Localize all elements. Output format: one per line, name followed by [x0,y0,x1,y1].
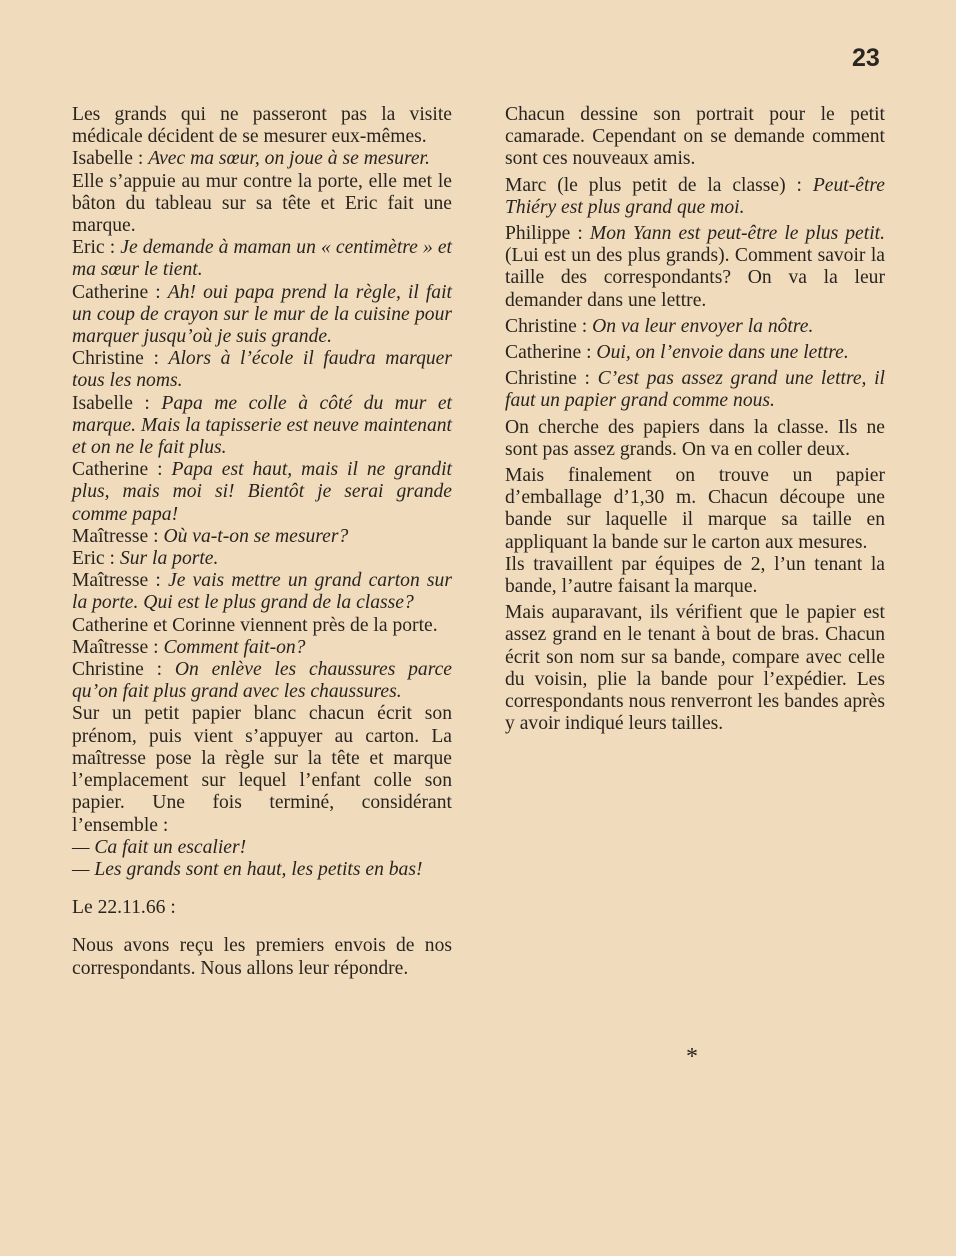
dialogue-line [505,223,885,312]
section-separator: * [686,1044,698,1070]
dialogue-line [72,570,452,614]
paragraph-continuation: (Lui est un des plus grands). Comment savoir la taille des correspondants? On va la leur demander dans une lettre. [505,245,885,311]
speech-text: On va leur envoyer la nôtre. [592,315,814,337]
speaker-name: Maîtresse : [72,570,161,592]
speaker-name: Eric : [72,548,115,570]
dialogue-line [72,659,452,703]
speech-text: Avec ma sœur, on joue à se mesurer. [148,148,430,170]
speech-text: Alors à l’école il faudra marquer tous les noms. [72,348,452,392]
speech-text: Comment fait-on? [163,636,306,658]
speech-text: Peut-être Thiéry est plus grand que moi. [505,174,885,218]
page-number: 23 [852,44,880,72]
paragraph: Sur un petit papier blanc chacun écrit son prénom, puis vient s’appuyer au carton. La maîtresse pose la règle sur la tête et marque l’emplacement sur lequel l’enfant colle son papier. Une fois terminé, considérant l’ensemble : [72,703,452,836]
speech-text: Oui, on l’envoie dans une lettre. [596,342,849,364]
dialogue-line [72,282,452,349]
dialogue-line [72,548,452,570]
paragraph: Catherine et Corinne viennent près de la porte. [72,614,438,636]
paragraph: On cherche des papiers dans la classe. Ils ne sont pas assez grands. On va en coller deux. [505,416,885,460]
speaker-name: Marc (le plus petit de la classe) : [505,174,802,196]
paragraph: Nous avons reçu les premiers envois de nos correspondants. Nous allons leur répondre. [72,935,452,979]
date-heading: Le 22.11.66 : [72,897,176,919]
speaker-name: Christine : [72,348,159,370]
paragraph: Mais auparavant, ils vérifient que le papier est assez grand en le tenant à bout de bras. Chacun écrit son nom sur sa bande, compare avec celle du voisin, plie la bande pour l’expédier. Les correspondants nous renverront les bandes après y avoir indiqué leurs tailles. [505,602,885,735]
dialogue-line [72,237,452,281]
exclamation-line: — Ca fait un escalier! [72,836,247,858]
speech-text: Je demande à maman un « centimètre » et ma sœur le tient. [72,237,452,281]
speaker-name: Catherine : [72,281,161,303]
dialogue-line [505,342,885,364]
speech-text: Mon Yann est peut-être le plus petit. [589,223,885,245]
speaker-name: Maîtresse : [72,525,159,547]
speaker-name: Maîtresse : [72,636,159,658]
speech-text: C’est pas assez grand une lettre, il faut un papier grand comme nous. [505,368,885,412]
speech-text: Où va-t-on se mesurer? [163,525,349,547]
dialogue-line [72,637,452,659]
speech-text: On enlève les chaussures parce qu’on fait plus grand avec les chaussures. [72,659,452,703]
paragraph: Ils travaillent par équipes de 2, l’un tenant la bande, l’autre faisant la marque. [505,553,885,598]
dialogue-line [72,459,452,526]
speech-text: Ah! oui papa prend la règle, il fait un coup de crayon sur le mur de la cuisine pour marquer jusqu’où je suis grande. [72,281,452,348]
paragraph: Mais finalement on trouve un papier d’emballage d’1,30 m. Chacun découpe une bande sur laquelle il marque sa taille en appliquant la bande sur le carton aux mesures. [505,465,885,553]
speaker-name: Christine : [505,368,590,390]
right-column [505,104,885,735]
speaker-name: Eric : [72,237,116,259]
speech-text: Je vais mettre un grand carton sur la porte. Qui est le plus grand de la classe? [72,570,452,614]
speech-text: Papa est haut, mais il ne grandit plus, mais moi si! Bientôt je serai grande comme papa! [72,459,452,525]
speaker-name: Christine : [72,659,163,681]
dialogue-line [505,368,885,412]
left-column [72,104,452,980]
speaker-name: Isabelle : [72,392,150,414]
paragraph: Chacun dessine son portrait pour le petit camarade. Cependant on se demande comment sont ces nouveaux amis. [505,104,885,170]
dialogue-line [72,348,452,392]
speaker-name: Philippe : [505,223,583,245]
dialogue-line [72,393,452,460]
speaker-name: Christine : [505,315,588,337]
speech-text: Sur la porte. [119,548,219,570]
speaker-name: Catherine : [505,342,592,364]
speaker-name: Catherine : [72,459,163,481]
speech-text: Papa me colle à côté du mur et marque. Mais la tapisserie est neuve maintenant et on ne le fait plus. [72,392,452,459]
dialogue-line [72,526,452,548]
dialogue-line [72,148,452,170]
dialogue-line [505,316,885,338]
speaker-name: Isabelle : [72,148,144,170]
paragraph: Les grands qui ne passeront pas la visite médicale décident de se mesurer eux-mêmes. [72,104,452,148]
paragraph: Elle s’appuie au mur contre la porte, elle met le bâton du tableau sur sa tête et Eric fait une marque. [72,170,452,237]
dialogue-line [505,175,885,219]
exclamation-line: — Les grands sont en haut, les petits en bas! [72,858,423,880]
